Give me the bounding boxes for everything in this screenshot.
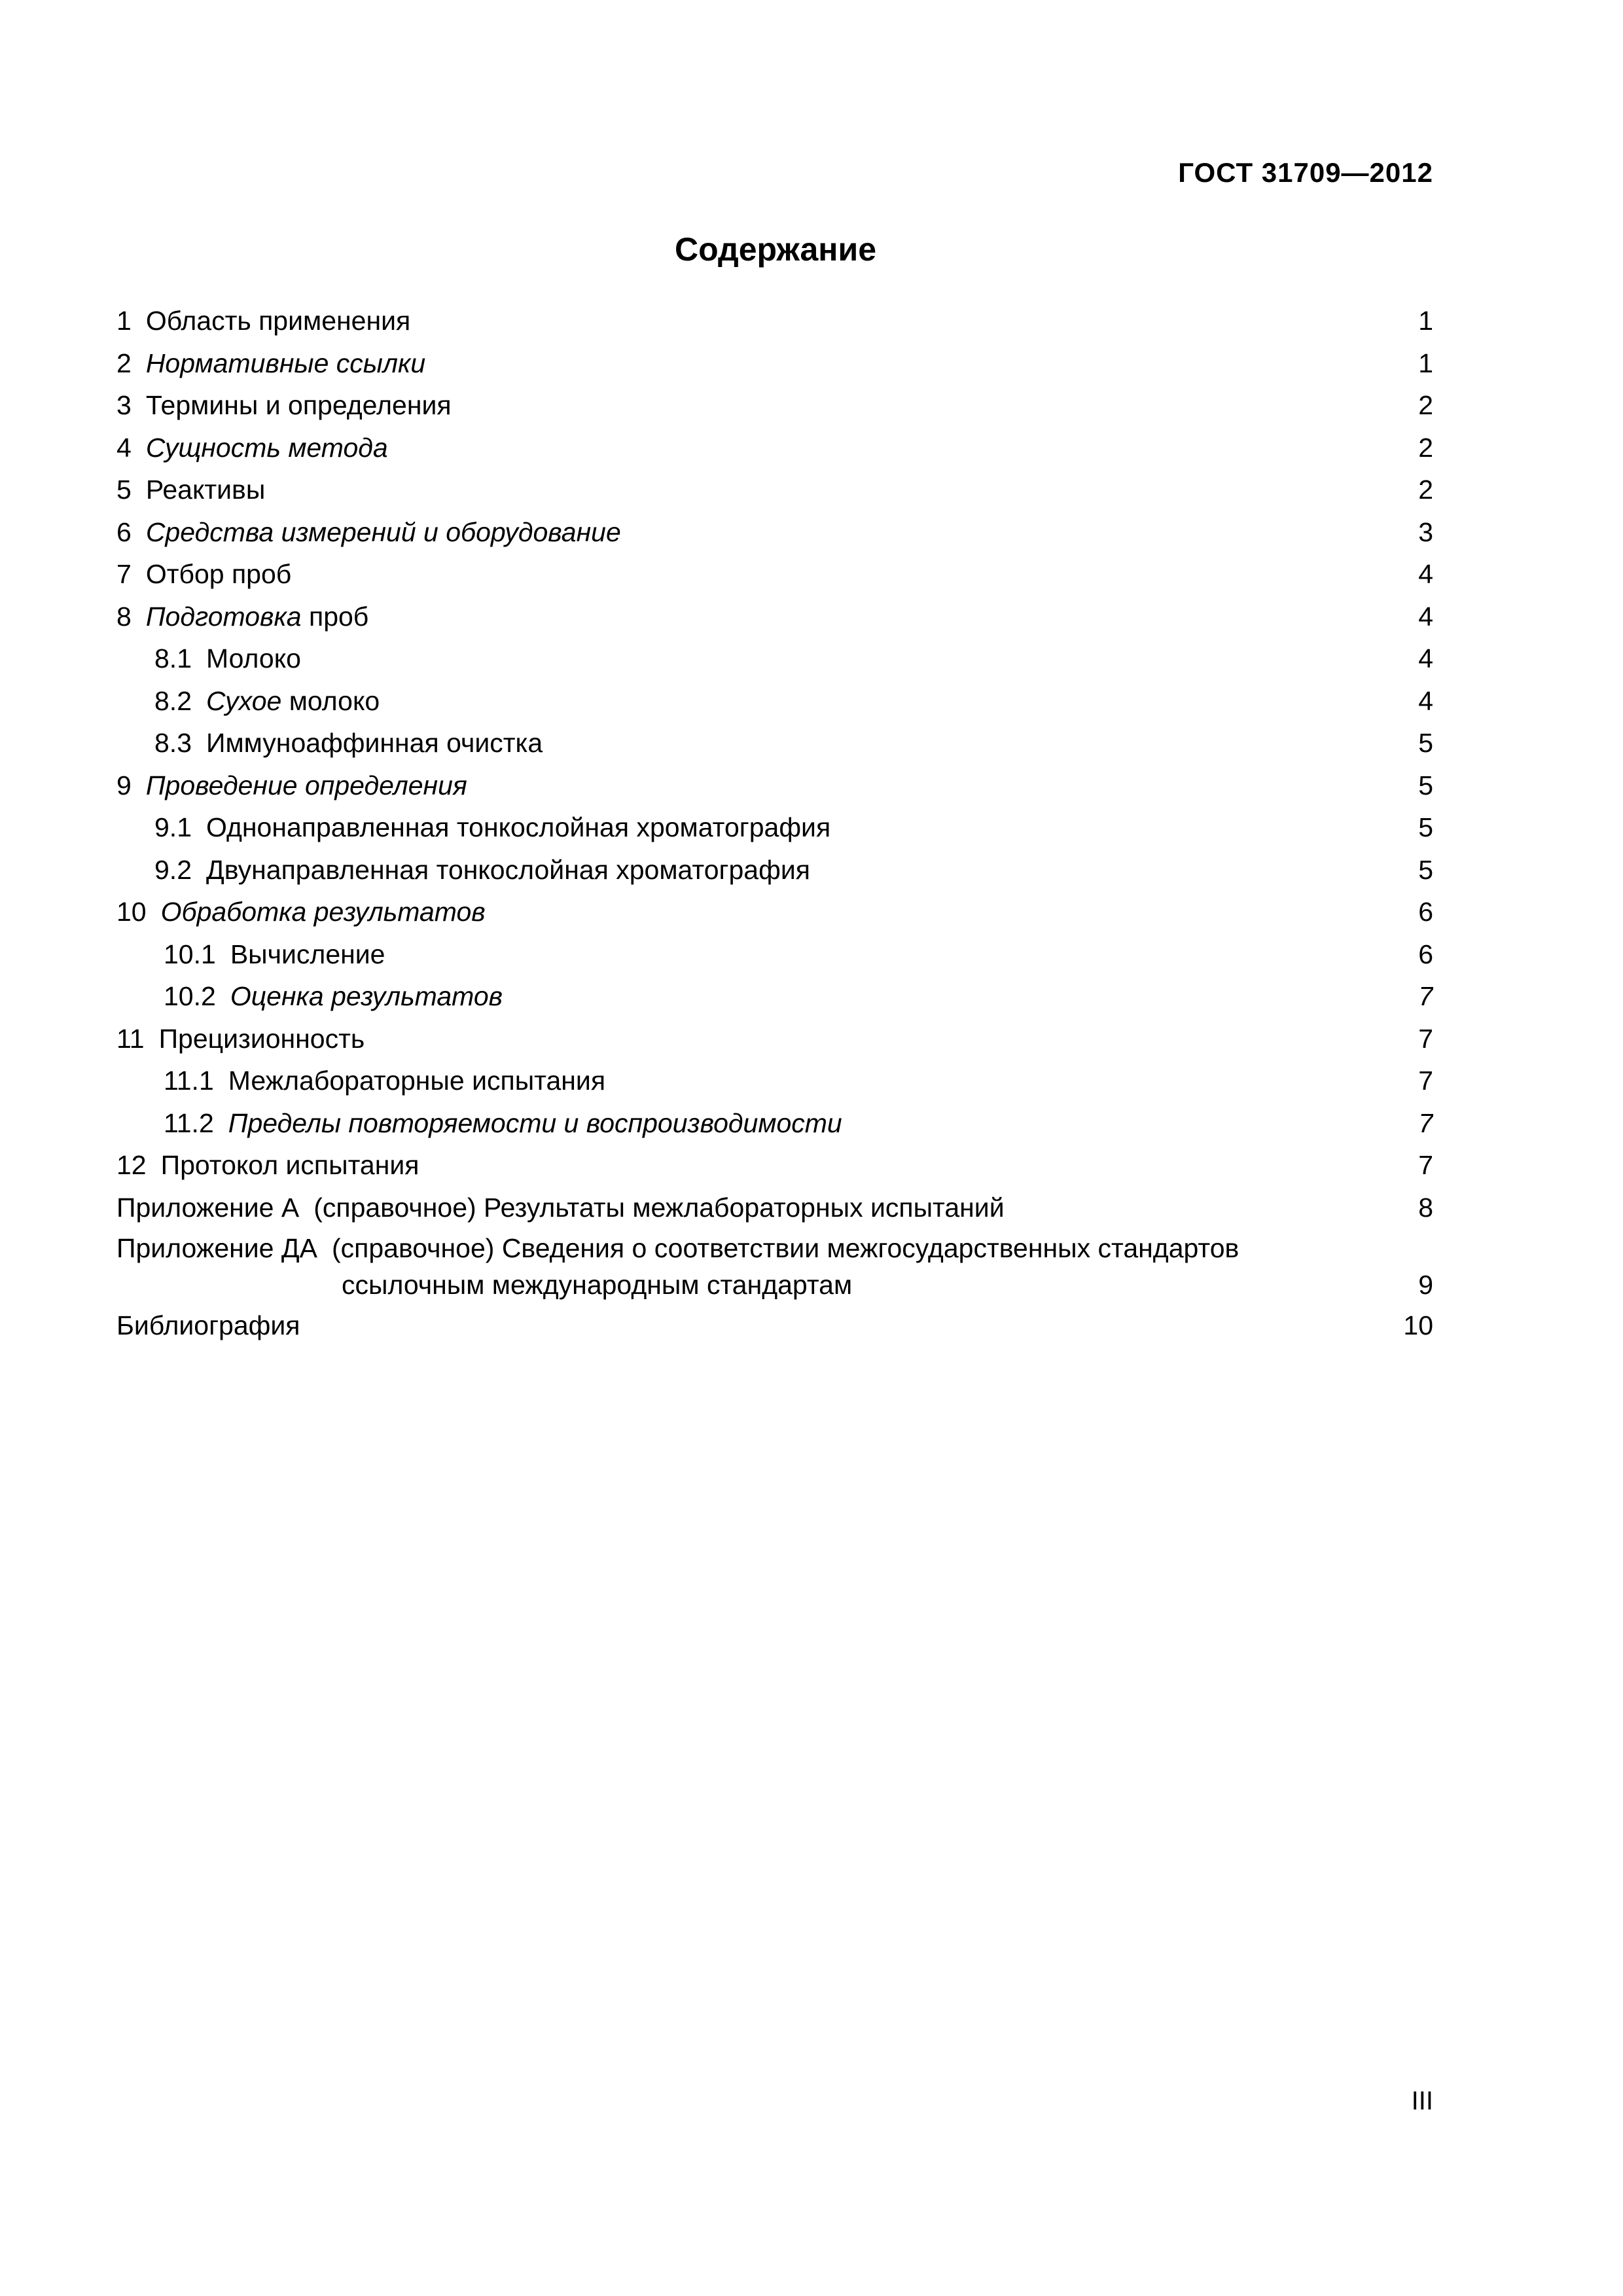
toc-entry[interactable]: [116, 384, 1433, 427]
toc-entry-number: 10.2: [164, 981, 216, 1011]
toc-entry-title: молоко: [281, 685, 380, 716]
toc-entry-number: Приложение А: [116, 1192, 300, 1223]
toc-entry[interactable]: [116, 975, 1433, 1018]
toc-entry[interactable]: [116, 1018, 1433, 1060]
toc-entry[interactable]: [116, 1102, 1433, 1145]
toc-entry-label: [164, 1108, 846, 1138]
toc-entry-line2: [116, 1265, 1433, 1304]
toc-entry-label: [154, 686, 383, 716]
toc-entry-number: 11: [116, 1023, 145, 1054]
toc-entry-label: [116, 517, 625, 547]
toc-entry-label: [116, 306, 414, 336]
toc-entry-bibliography[interactable]: [116, 1304, 1433, 1347]
toc-entry-label: [164, 981, 507, 1011]
toc-entry-number: 1: [116, 306, 132, 336]
toc-entry-number: 7: [116, 559, 132, 589]
toc-entry[interactable]: [116, 342, 1433, 385]
toc-entry-page: 4: [1414, 596, 1433, 638]
toc-entry-title: Однонаправленная тонкослойная хроматография: [206, 812, 831, 842]
toc-entry-page: 8: [1414, 1187, 1433, 1229]
toc-entry[interactable]: [116, 891, 1433, 933]
toc-entry-number: 8: [116, 601, 132, 632]
toc-entry[interactable]: [116, 637, 1433, 680]
toc-entry[interactable]: [116, 933, 1433, 976]
toc-entry-page: 7: [1414, 1102, 1433, 1145]
toc-entry-page: 5: [1414, 849, 1433, 891]
toc-entry[interactable]: [116, 511, 1433, 554]
toc-entry-number: 2: [116, 348, 132, 378]
toc-entry-number: 4: [116, 432, 132, 463]
toc-entry-page: 7: [1414, 1018, 1433, 1060]
toc-entry-number: 8.2: [154, 685, 192, 716]
toc-entry[interactable]: [116, 1060, 1433, 1102]
toc-entry-title: Молоко: [206, 643, 301, 673]
toc-entry-title: Обработка результатов: [160, 897, 486, 927]
toc-entry-page: 4: [1414, 637, 1433, 680]
toc-entry[interactable]: [116, 849, 1433, 891]
toc-entry-title: Область применения: [145, 306, 411, 336]
toc-entry[interactable]: [116, 427, 1433, 469]
toc-entry-label: [116, 348, 429, 378]
toc-entry[interactable]: [116, 806, 1433, 849]
toc-entry-page: 6: [1414, 891, 1433, 933]
toc-entry-title: Межлабораторные испытания: [228, 1066, 606, 1096]
toc-entry[interactable]: [116, 300, 1433, 342]
toc-entry-label: [116, 1024, 368, 1054]
toc-entry-page: 1: [1414, 300, 1433, 342]
toc-entry-title: Отбор проб: [145, 559, 292, 589]
toc-entry-number: 9.2: [154, 854, 192, 885]
toc-entry-page: 4: [1414, 680, 1433, 723]
toc-entry-title: Библиография: [116, 1310, 304, 1340]
toc-entry-title: Прецизионность: [158, 1023, 365, 1054]
toc-entry-number: 10.1: [164, 939, 216, 969]
toc-entry-page: 3: [1414, 511, 1433, 554]
toc-entry-number: 9: [116, 770, 132, 800]
toc-entry-title: Проведение определения: [145, 770, 467, 800]
toc-entry-page: 4: [1414, 553, 1433, 596]
toc-entry-number: 8.1: [154, 643, 192, 673]
toc-entry-page: 2: [1414, 469, 1433, 511]
toc-entry-page: 7: [1414, 1060, 1433, 1102]
toc-entry-title: Иммуноаффинная очистка: [206, 728, 543, 758]
toc-entry-number: 5: [116, 475, 132, 505]
toc-entry[interactable]: [116, 680, 1433, 723]
toc-entry-number: 10: [116, 897, 147, 927]
toc-entry-label: [116, 433, 392, 463]
toc-entry-label: [116, 390, 455, 420]
toc-entry-appendix-da[interactable]: [116, 1229, 1433, 1304]
toc-entry-title: (справочное) Результаты межлабораторных испытаний: [313, 1192, 1005, 1223]
toc-entry[interactable]: [116, 553, 1433, 596]
toc-entry-page: 7: [1414, 975, 1433, 1018]
toc-entry-title: Вычисление: [230, 939, 385, 969]
toc-entry-number: 11.1: [164, 1066, 214, 1096]
toc-entry-title: (справочное) Сведения о соответствии межгосударственных стандартов: [331, 1233, 1240, 1263]
toc-entry-page: 6: [1414, 933, 1433, 976]
toc-entry[interactable]: [116, 469, 1433, 511]
toc-entry-number: 9.1: [154, 812, 192, 842]
toc-entry-page: 7: [1414, 1144, 1433, 1187]
toc-entry-title: Нормативные ссылки: [145, 348, 426, 378]
toc-entry-number: 12: [116, 1150, 147, 1180]
toc-entry[interactable]: [116, 764, 1433, 807]
toc-entry-title: Термины и определения: [145, 390, 452, 420]
toc-entry-label: [154, 855, 814, 885]
toc-entry-title: Протокол испытания: [160, 1150, 419, 1180]
table-of-contents: [116, 300, 1433, 1347]
toc-entry[interactable]: [116, 1144, 1433, 1187]
toc-entry-label: [116, 475, 269, 505]
toc-entry-page: 2: [1414, 427, 1433, 469]
toc-entry-title: Пределы повторяемости и воспроизводимости: [228, 1107, 842, 1138]
toc-entry-label: [116, 897, 490, 927]
toc-entry-label: [116, 559, 295, 589]
toc-entry-label: [116, 1193, 1008, 1223]
toc-entry-label: [154, 643, 305, 673]
toc-entry-title-italic: Сухое: [206, 685, 282, 716]
toc-entry-title: Двунаправленная тонкослойная хроматография: [206, 854, 810, 885]
toc-entry-title: проб: [301, 601, 369, 632]
toc-entry-page: 5: [1414, 722, 1433, 764]
toc-entry-page: 2: [1414, 384, 1433, 427]
toc-entry-label: [154, 728, 546, 758]
toc-entry-label: [116, 770, 471, 800]
toc-entry-label: [116, 1150, 423, 1180]
document-header: ГОСТ 31709—2012: [1178, 157, 1433, 188]
page-number: III: [1411, 2087, 1433, 2115]
toc-entry-title-continued: ссылочным международным стандартам: [342, 1270, 856, 1300]
toc-entry-label: [154, 812, 834, 842]
toc-entry-label: [164, 939, 389, 969]
toc-entry-number: Приложение ДА: [116, 1233, 317, 1263]
toc-entry-title-italic: Подготовка: [145, 601, 302, 632]
toc-entry-title: Средства измерений и оборудование: [145, 516, 621, 547]
toc-entry-title: Оценка результатов: [230, 981, 503, 1011]
toc-entry[interactable]: [116, 722, 1433, 764]
toc-entry-page: 1: [1414, 342, 1433, 385]
toc-entry[interactable]: [116, 1187, 1433, 1229]
page-title: Содержание: [674, 231, 877, 268]
toc-entry[interactable]: [116, 596, 1433, 638]
toc-entry-number: 8.3: [154, 728, 192, 758]
toc-entry-page: 9: [1414, 1265, 1433, 1304]
toc-entry-title: Сущность метода: [145, 432, 388, 463]
toc-entry-title: Реактивы: [145, 475, 266, 505]
toc-entry-label: [164, 1066, 609, 1096]
toc-entry-page: 5: [1414, 806, 1433, 849]
toc-entry-page: 5: [1414, 764, 1433, 807]
toc-entry-line1: [116, 1229, 1239, 1268]
toc-entry-number: 3: [116, 390, 132, 420]
toc-entry-page: 10: [1399, 1304, 1433, 1347]
toc-entry-number: 11.2: [164, 1107, 214, 1138]
toc-entry-number: 6: [116, 516, 132, 547]
toc-entry-label: [116, 601, 372, 632]
